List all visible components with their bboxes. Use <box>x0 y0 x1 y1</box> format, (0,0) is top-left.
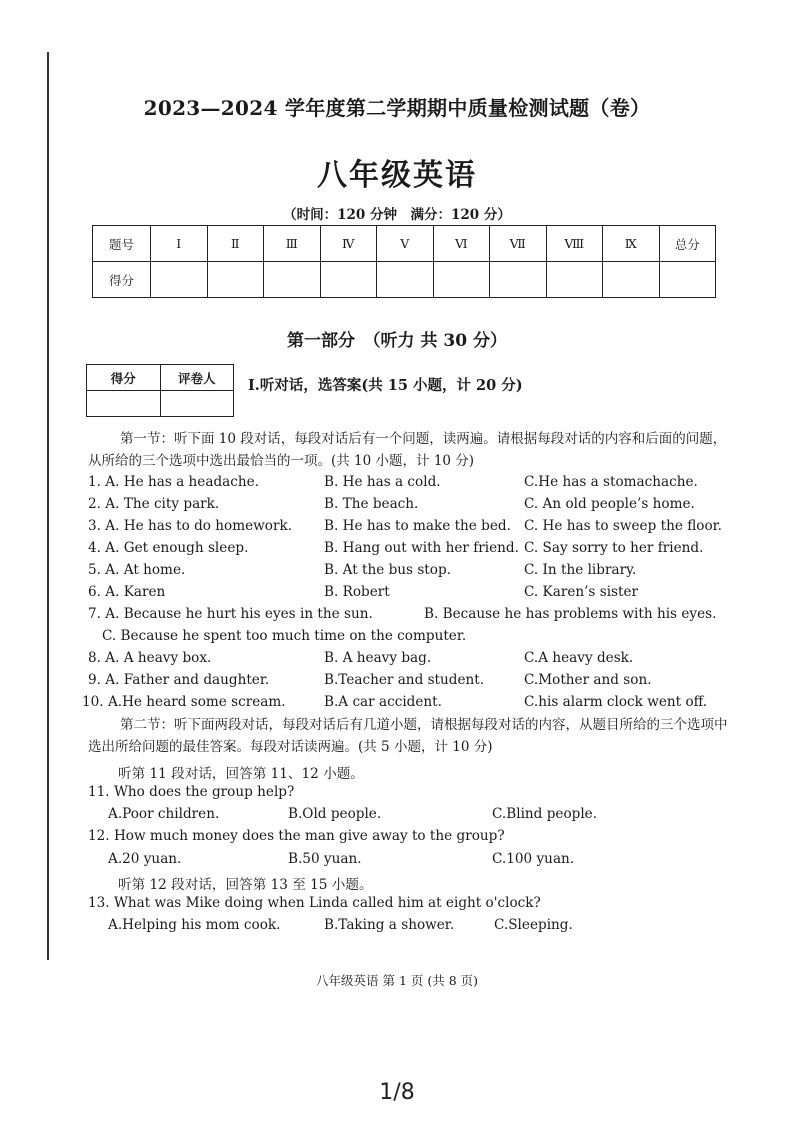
q7-option-b: B. Because he has problems with his eyes. <box>424 606 717 622</box>
q12-option-b: B.50 yuan. <box>288 851 362 867</box>
option-b: B. At the bus stop. <box>324 562 451 578</box>
option-a: 5. A. At home. <box>88 562 186 578</box>
q12-stem: 12. How much money does the man give away to the group? <box>88 828 505 844</box>
option-a: 8. A. A heavy box. <box>88 650 212 666</box>
q11-option-a: A.Poor children. <box>108 806 220 822</box>
option-a: 2. A. The city park. <box>88 496 220 512</box>
q12-option-c: C.100 yuan. <box>492 851 575 867</box>
q7-option-c: C. Because he spent too much time on the computer. <box>102 628 467 644</box>
option-c: C.A heavy desk. <box>524 650 634 666</box>
score-table-col: 总分 <box>659 226 716 262</box>
score-cell[interactable] <box>151 262 208 298</box>
option-b: B. A heavy bag. <box>324 650 432 666</box>
option-c: C.Mother and son. <box>524 672 652 688</box>
option-a: 4. A. Get enough sleep. <box>88 540 249 556</box>
option-c: C. Say sorry to her friend. <box>524 540 704 556</box>
q11-option-b: B.Old people. <box>288 806 382 822</box>
option-b: B.Teacher and student. <box>324 672 485 688</box>
grader-name-label: 评卷人 <box>160 365 234 391</box>
option-c: C. An old people’s home. <box>524 496 695 512</box>
grader-name-cell[interactable] <box>160 391 234 417</box>
dialog-note: 听第 12 段对话，回答第 13 至 15 小题。 <box>118 877 373 893</box>
option-b: B. The beach. <box>324 496 419 512</box>
score-cell[interactable] <box>603 262 660 298</box>
exam-title: 2023—2024 学年度第二学期期中质量检测试题（卷） <box>143 96 651 120</box>
option-c: C.He has a stomachache. <box>524 474 698 490</box>
score-table-label: 得分 <box>93 262 151 298</box>
option-a: 10. A.He heard some scream. <box>82 694 286 710</box>
score-table-col: Ⅸ <box>603 226 660 262</box>
option-c: C.his alarm clock went off. <box>524 694 708 710</box>
score-table-col: Ⅵ <box>433 226 490 262</box>
score-cell[interactable] <box>264 262 321 298</box>
option-b: B. Robert <box>324 584 390 600</box>
score-table-col: Ⅰ <box>151 226 208 262</box>
section1-text: 听下面 10 段对话，每段对话后有一个问题，读两遍。请根据每段对话的内容和后面的问题，从所给的三个选项中选出最恰当的一项。(共 10 小题，计 10 分) <box>88 431 727 469</box>
score-table-col: Ⅷ <box>546 226 603 262</box>
grader-score-cell[interactable] <box>87 391 161 417</box>
time-info: （时间：120 分钟 满分：120 分） <box>283 207 511 223</box>
score-cell[interactable] <box>490 262 547 298</box>
score-cell[interactable] <box>320 262 377 298</box>
option-a: 9. A. Father and daughter. <box>88 672 270 688</box>
q13-option-c: C.Sleeping. <box>494 917 573 933</box>
score-cell[interactable] <box>546 262 603 298</box>
option-a: 6. A. Karen <box>88 584 166 600</box>
section2-intro <box>88 714 728 758</box>
option-c: C. In the library. <box>524 562 637 578</box>
section2-text: 听下面两段对话，每段对话后有几道小题，请根据每段对话的内容，从题目所给的三个选项中选出所给问题的最佳答案。每段对话读两遍。(共 5 小题，计 10 分) <box>88 717 728 755</box>
score-table-col: Ⅶ <box>490 226 547 262</box>
q13-option-b: B.Taking a shower. <box>324 917 455 933</box>
option-b: B. Hang out with her friend. <box>324 540 519 556</box>
option-a: 1. A. He has a headache. <box>88 474 259 490</box>
score-cell[interactable] <box>659 262 716 298</box>
score-table-col: Ⅱ <box>207 226 264 262</box>
grader-score-label: 得分 <box>87 365 161 391</box>
option-b: B.A car accident. <box>324 694 442 710</box>
section1-lead: 第一节： <box>120 431 174 447</box>
score-table-col: Ⅲ <box>264 226 321 262</box>
option-c: C. Karen’s sister <box>524 584 639 600</box>
grader-box <box>86 364 234 417</box>
q12-option-a: A.20 yuan. <box>108 851 182 867</box>
q11-stem: 11. Who does the group help? <box>88 784 295 800</box>
score-table-col: Ⅴ <box>377 226 434 262</box>
score-cell[interactable] <box>377 262 434 298</box>
part-title: 第一部分 （听力 共 30 分） <box>287 331 507 351</box>
score-table-label: 题号 <box>93 226 151 262</box>
score-table <box>92 225 716 298</box>
section-heading: I.听对话，选答案(共 15 小题，计 20 分) <box>248 377 523 394</box>
dialog-note: 听第 11 段对话，回答第 11、12 小题。 <box>118 766 364 782</box>
subject-title: 八年级英语 <box>317 158 477 193</box>
score-table-header-row <box>93 226 716 262</box>
score-cell[interactable] <box>207 262 264 298</box>
page-footer: 八年级英语 第 1 页 (共 8 页) <box>316 973 478 988</box>
page-indicator: 1/8 <box>379 1080 415 1105</box>
option-b: B. He has to make the bed. <box>324 518 511 534</box>
section2-lead: 第二节： <box>120 717 174 733</box>
section1-intro <box>88 428 728 472</box>
option-b: B. He has a cold. <box>324 474 441 490</box>
q13-option-a: A.Helping his mom cook. <box>108 917 281 933</box>
q7-option-a: 7. A. Because he hurt his eyes in the sun. <box>88 606 373 622</box>
score-table-score-row <box>93 262 716 298</box>
q11-option-c: C.Blind people. <box>492 806 598 822</box>
option-a: 3. A. He has to do homework. <box>88 518 293 534</box>
option-c: C. He has to sweep the floor. <box>524 518 722 534</box>
q13-stem: 13. What was Mike doing when Linda called him at eight o'clock? <box>88 895 541 911</box>
score-table-col: Ⅳ <box>320 226 377 262</box>
score-cell[interactable] <box>433 262 490 298</box>
